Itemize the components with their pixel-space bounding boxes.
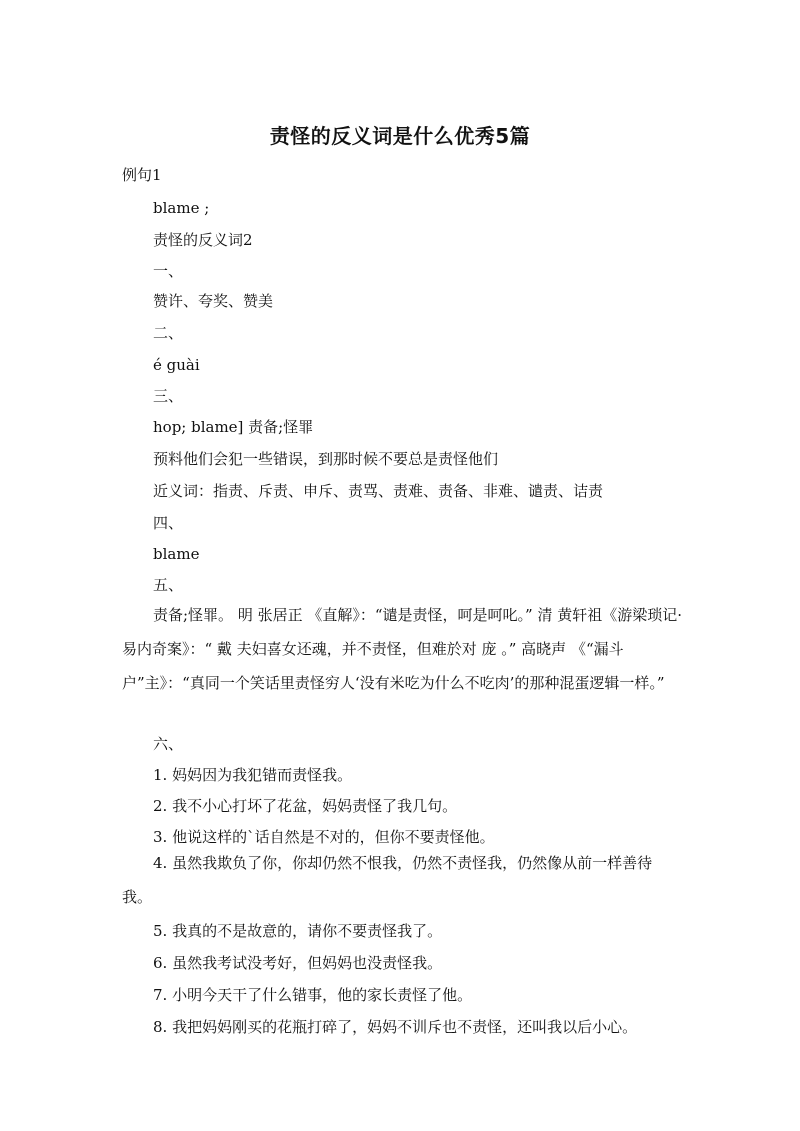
- example-item: 7. 小明今天干了什么错事，他的家长责怪了他。: [153, 986, 473, 1004]
- text-line: 责怪的反义词2: [153, 231, 253, 249]
- text-line: 六、: [153, 735, 184, 753]
- quote-paragraph: 责备;怪罪。 明 张居正 《直解》：“谴是责怪，呵是呵叱。” 清 黄轩祖《游梁琐记·易内奇案》：“ 戴 夫妇喜女还魂，并不责怪，但难於对 庞 。” 高晓声 《“漏斗户”主》：“真同一个笑话里责怪穷人‘没有米吃为什么不吃肉’的那种混蛋逻辑一样。”: [122, 606, 683, 692]
- text-line: 预料他们会犯一些错误，到那时候不要总是责怪他们: [153, 450, 499, 468]
- text-line: blame: [153, 545, 200, 563]
- example-item: 4. 虽然我欺负了你，你却仍然不恨我，仍然不责怪我，仍然像从前一样善待我。: [122, 854, 653, 906]
- text-line: 近义词：指责、斥责、申斥、责骂、责难、责备、非难、谴责、诘责: [153, 482, 604, 500]
- text-line: é guài: [153, 356, 200, 374]
- text-line: 二、: [153, 324, 184, 342]
- example-item: 8. 我把妈妈刚买的花瓶打碎了，妈妈不训斥也不责怪，还叫我以后小心。: [153, 1018, 638, 1036]
- example-item: 2. 我不小心打坏了花盆，妈妈责怪了我几句。: [153, 797, 458, 815]
- text-line: hop; blame] 责备;怪罪: [153, 418, 314, 436]
- text-line: 四、: [153, 514, 184, 532]
- example-item: 5. 我真的不是故意的，请你不要责怪我了。: [153, 922, 443, 940]
- example-item: 1. 妈妈因为我犯错而责怪我。: [153, 766, 353, 784]
- text-line: 赞许、夸奖、赞美: [153, 292, 274, 310]
- text-line: 例句1: [122, 166, 162, 184]
- example-item: 3. 他说这样的`话自然是不对的，但你不要责怪他。: [153, 828, 495, 846]
- document-title: 责怪的反义词是什么优秀5篇: [269, 124, 531, 148]
- example-item: 6. 虽然我考试没考好，但妈妈也没责怪我。: [153, 954, 443, 972]
- text-line: 五、: [153, 576, 184, 594]
- text-line: blame ;: [153, 199, 210, 217]
- text-line: 一、: [153, 262, 184, 280]
- text-line: 三、: [153, 387, 184, 405]
